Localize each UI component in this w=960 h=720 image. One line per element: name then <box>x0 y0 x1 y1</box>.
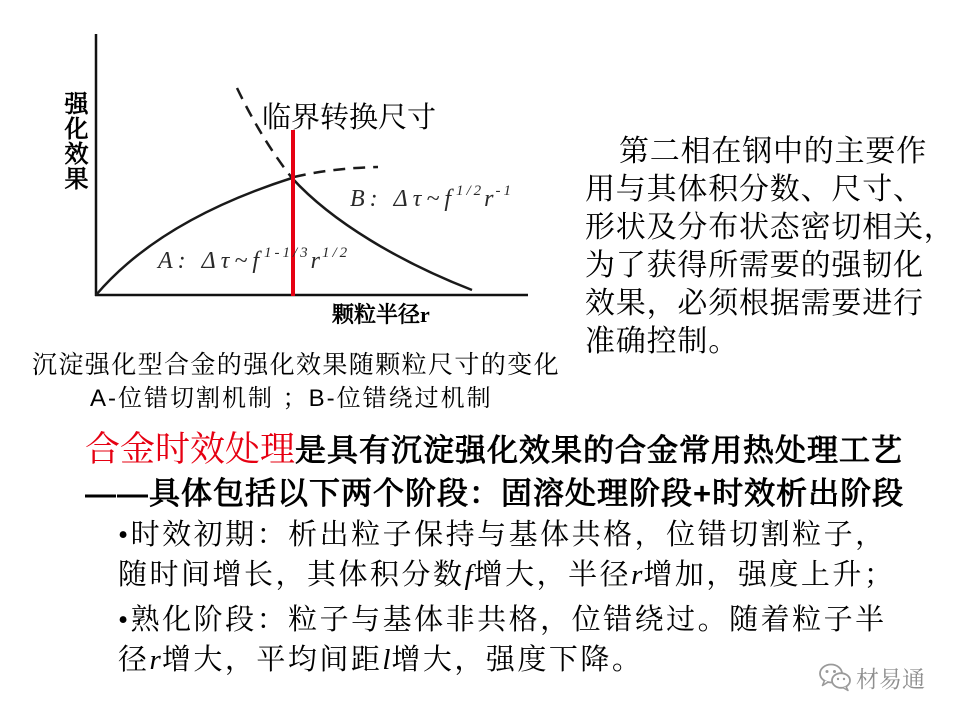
bullet-text: 增大，平均间距 <box>161 644 383 676</box>
heading-subline: ——具体包括以下两个阶段：固溶处理阶段+时效析出阶段 <box>85 476 905 511</box>
formula-b-main: B: Δτ~f <box>350 186 456 212</box>
bullet-item-ripening <box>118 601 887 639</box>
bullet-marker: • <box>118 519 131 551</box>
bullet-text: 时效初期：析出粒子保持与基体共格，位错切割粒子， <box>130 519 887 551</box>
heading-rest: 是具有沉淀强化效果的合金常用热处理工艺 <box>295 433 904 468</box>
formula-b-exp-f: 1/2 <box>455 183 485 199</box>
formula-a-exp-r: 1/2 <box>322 245 351 261</box>
bullet-continuation-line <box>118 641 643 679</box>
paragraph-line: 用与其体积分数、尺寸、 <box>585 173 924 206</box>
formula-b-var: r <box>484 186 496 212</box>
formula-a-exp-f: 1-1/3 <box>263 245 311 261</box>
bullet-item-early-aging <box>118 516 887 554</box>
bullet-text: 熟化阶段：粒子与基体非共格，位错绕过。随着粒子半 <box>130 604 887 636</box>
bullet-text: 增大，强度下降。 <box>391 644 644 676</box>
formula-b <box>350 184 514 217</box>
diagram-caption-legend: A-位错切割机制 ；B-位错绕过机制 <box>90 385 493 412</box>
section-heading <box>85 428 903 479</box>
variable-f: f <box>464 559 474 591</box>
strengthening-diagram <box>0 0 600 340</box>
bullet-text: 径 <box>118 644 150 676</box>
bullet-text: 增加，强度上升； <box>643 559 896 591</box>
paragraph-line: 效果，必须根据需要进行 <box>585 287 924 320</box>
bullet-marker: • <box>118 604 131 636</box>
bullet-text: 随时间增长，其体积分数 <box>118 559 465 591</box>
x-axis-label: 颗粒半径r <box>332 302 430 327</box>
variable-r: r <box>631 559 644 591</box>
variable-l: l <box>382 644 392 676</box>
bullet-continuation-line <box>118 556 895 594</box>
paragraph-line: 形状及分布状态密切相关， <box>585 211 955 244</box>
formula-a-main: A: Δτ~f <box>158 248 264 274</box>
diagram-caption-title: 沉淀强化型合金的强化效果随颗粒尺寸的变化 <box>32 351 561 379</box>
formula-b-exp-r: -1 <box>495 183 514 199</box>
variable-r: r <box>149 644 162 676</box>
heading-highlight: 合金时效处理 <box>85 430 296 469</box>
side-paragraph <box>585 133 955 361</box>
formula-a-var: r <box>310 248 322 274</box>
paragraph-line: 为了获得所需要的强韧化 <box>585 249 924 282</box>
wechat-icon <box>818 662 852 692</box>
watermark-text: 材易通 <box>856 666 925 692</box>
paragraph-line: 准确控制。 <box>585 325 739 358</box>
formula-a <box>158 246 350 279</box>
bullet-text: 增大，半径 <box>473 559 632 591</box>
y-axis-label: 强化效果 <box>60 91 86 191</box>
critical-size-label: 临界转换尺寸 <box>262 102 437 134</box>
paragraph-line: 第二相在钢中的主要作 <box>619 135 927 168</box>
curve-a-dashed <box>294 167 378 177</box>
